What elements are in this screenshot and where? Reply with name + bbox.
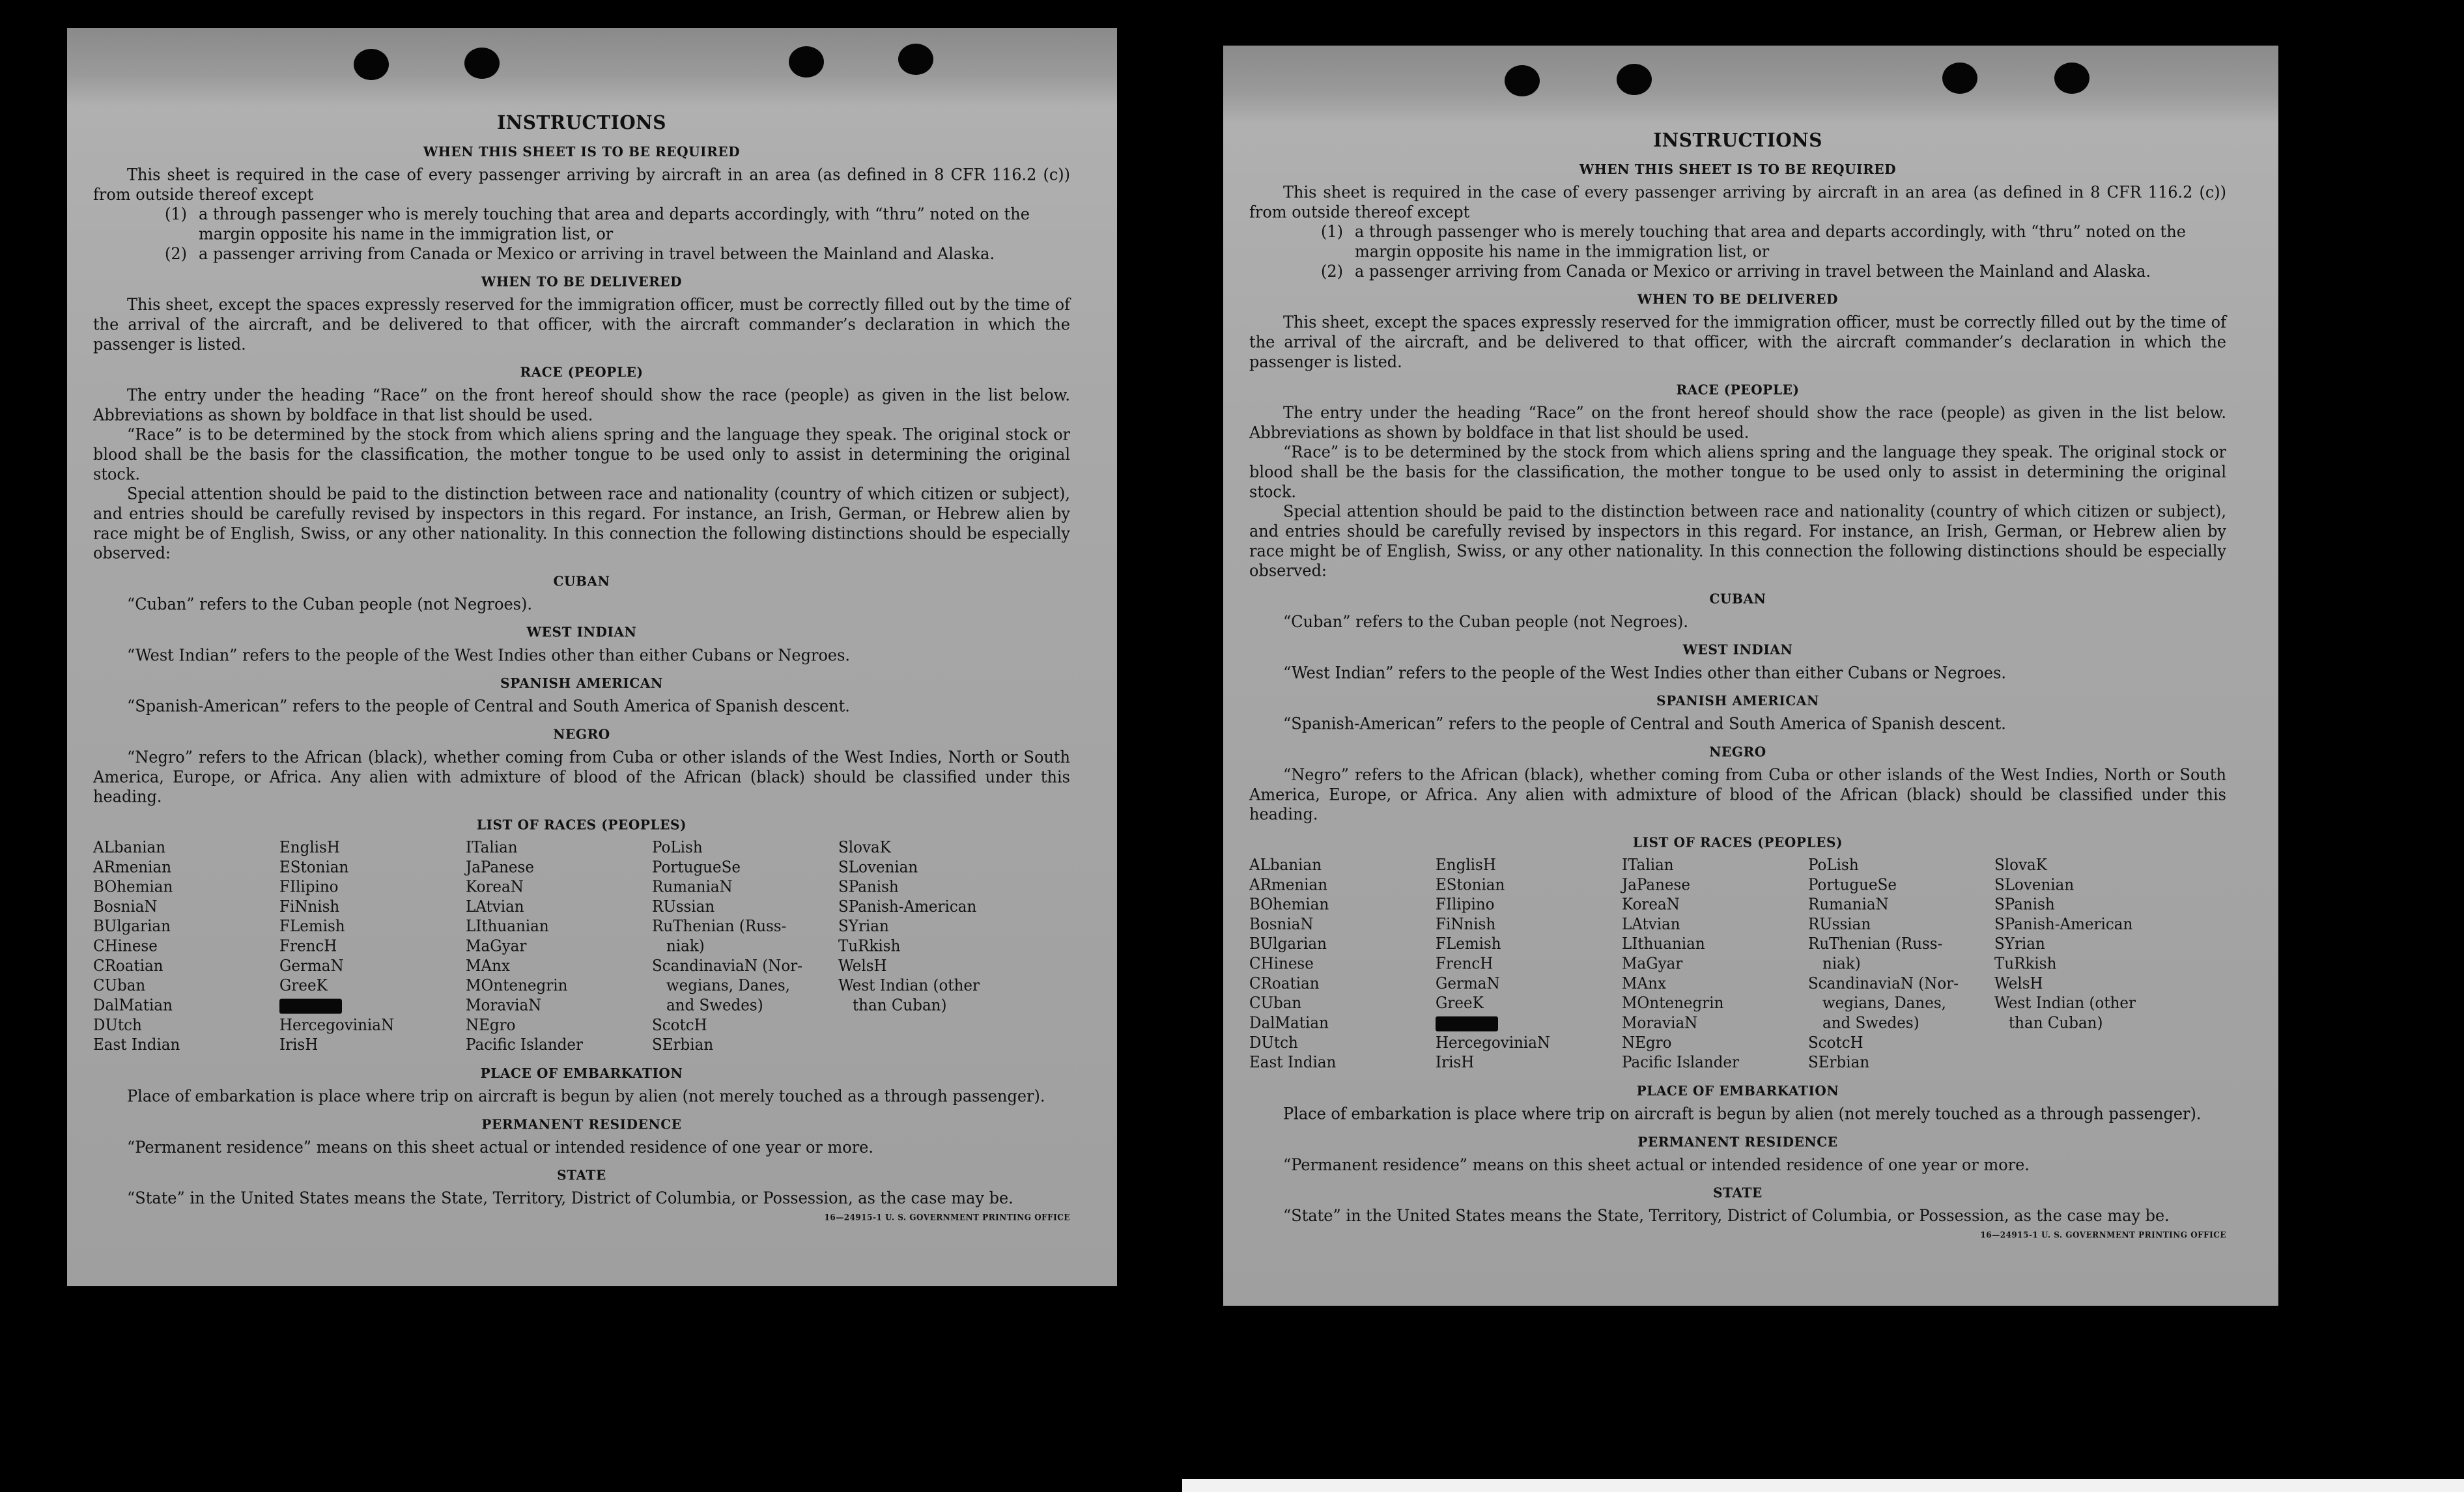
race-item: FIlipino bbox=[1436, 895, 1495, 914]
race-item: RuThenian (Russ- bbox=[1808, 935, 1943, 953]
race-item: KoreaN bbox=[1622, 895, 1680, 914]
race-item: West Indian (other bbox=[1994, 994, 2136, 1013]
race-item: SLovenian bbox=[838, 858, 918, 877]
race-item: MOntenegrin bbox=[1622, 994, 1724, 1013]
race-item: niak) bbox=[1808, 955, 1861, 973]
race-item: GreeK bbox=[1436, 994, 1484, 1013]
paragraph: This sheet, except the spaces expressly reserved for the immigration officer, must be correctly filled out by the time of the arrival of the aircraft, and be delivered to that officer, with the aircraft commander’s declaration in which the passenger is listed. bbox=[93, 295, 1070, 354]
race-item: FLemish bbox=[1436, 935, 1501, 953]
race-item: ScandinaviaN (Nor- bbox=[652, 957, 802, 976]
page-title: INSTRUCTIONS bbox=[497, 111, 666, 134]
race-item: ALbanian bbox=[1249, 856, 1322, 875]
instruction-sheet-right bbox=[1223, 46, 2278, 1306]
race-item: SYrian bbox=[1994, 935, 2045, 953]
section-heading: WHEN TO BE DELIVERED bbox=[481, 273, 683, 290]
race-item: SPanish bbox=[1994, 895, 2055, 914]
list-number: (2) bbox=[165, 244, 187, 264]
race-item: CRoatian bbox=[1249, 974, 1320, 993]
race-column bbox=[652, 838, 838, 1055]
race-item: MoraviaN bbox=[1622, 1014, 1698, 1032]
race-item: RumaniaN bbox=[1808, 895, 1889, 914]
section-heading: SPANISH AMERICAN bbox=[1656, 692, 1819, 709]
paragraph: “Permanent residence” means on this sheet actual or intended residence of one year or more. bbox=[1283, 1155, 2030, 1175]
redacted-mark bbox=[1436, 1014, 1622, 1034]
race-item: SPanish-American bbox=[1994, 916, 2133, 934]
race-item: GermaN bbox=[1436, 974, 1500, 993]
race-item: NEgro bbox=[466, 1016, 516, 1035]
redacted-mark bbox=[279, 996, 466, 1016]
race-item: WelsH bbox=[838, 957, 887, 976]
race-item: SlovaK bbox=[1994, 856, 2047, 875]
paragraph: This sheet is required in the case of every passenger arriving by aircraft in an area (as defined in 8 CFR 116.2 (c)) from outside thereof except bbox=[1249, 182, 2226, 222]
race-column bbox=[1994, 856, 2181, 1073]
race-item: CUban bbox=[93, 977, 146, 995]
race-item: GreeK bbox=[279, 977, 328, 995]
race-item: LAtvian bbox=[466, 898, 524, 916]
race-column bbox=[279, 838, 466, 1055]
race-item: CHinese bbox=[1249, 955, 1314, 973]
race-item: PortugueSe bbox=[1808, 876, 1897, 894]
section-heading: NEGRO bbox=[1709, 743, 1766, 760]
race-item: CRoatian bbox=[93, 957, 163, 976]
race-item: MaGyar bbox=[466, 937, 527, 955]
race-item: DUtch bbox=[93, 1016, 142, 1035]
race-item: JaPanese bbox=[1622, 876, 1690, 894]
race-list bbox=[1249, 856, 2226, 1073]
paragraph: “State” in the United States means the State, Territory, District of Columbia, or Possession, as the case may be. bbox=[1283, 1206, 2170, 1226]
race-item: SYrian bbox=[838, 918, 889, 936]
race-item: ARmenian bbox=[93, 858, 172, 877]
race-item: MOntenegrin bbox=[466, 977, 568, 995]
race-item: ScotcH bbox=[652, 1016, 707, 1035]
paragraph: “Spanish-American” refers to the people of Central and South America of Spanish descent. bbox=[127, 696, 850, 716]
section-heading: WEST INDIAN bbox=[1682, 641, 1793, 658]
bottom-edge-strip bbox=[1182, 1479, 2464, 1492]
race-item: East Indian bbox=[93, 1036, 180, 1054]
race-item: SErbian bbox=[652, 1036, 714, 1054]
race-item: RumaniaN bbox=[652, 878, 733, 896]
section-heading: STATE bbox=[1713, 1184, 1763, 1201]
punch-hole bbox=[898, 44, 933, 75]
race-item: WelsH bbox=[1994, 974, 2043, 993]
paragraph: “West Indian” refers to the people of the West Indies other than either Cubans or Negroes. bbox=[127, 645, 851, 665]
punch-hole bbox=[1505, 65, 1540, 96]
printer-imprint: 16—24915-1 U. S. GOVERNMENT PRINTING OFFICE bbox=[1980, 1230, 2226, 1240]
race-item: BUlgarian bbox=[93, 918, 171, 936]
race-column bbox=[93, 838, 279, 1055]
section-heading: WHEN THIS SHEET IS TO BE REQUIRED bbox=[423, 143, 741, 160]
punch-hole bbox=[1942, 63, 1977, 94]
race-item: LAtvian bbox=[1622, 916, 1680, 934]
race-item: than Cuban) bbox=[1994, 1014, 2103, 1032]
list-text: a passenger arriving from Canada or Mexico or arriving in travel between the Mainland and Alaska. bbox=[199, 244, 995, 264]
punch-hole bbox=[2054, 63, 2089, 94]
race-item: wegians, Danes, bbox=[652, 977, 790, 995]
race-item: and Swedes) bbox=[652, 996, 763, 1015]
race-item: MaGyar bbox=[1622, 955, 1683, 973]
paragraph: “Race” is to be determined by the stock from which aliens spring and the language they speak. The original stock or blood shall be the basis for the classification, the mother tongue to be used only to assist in determining the original stock. bbox=[1249, 442, 2226, 501]
section-heading: PLACE OF EMBARKATION bbox=[1636, 1082, 1839, 1099]
list-text: a through passenger who is merely touching that area and departs accordingly, with “thru” noted on the margin opposite his name in the immigration list, or bbox=[199, 204, 1030, 244]
list-item bbox=[1321, 222, 2226, 262]
sheet-top-edge bbox=[1223, 46, 2278, 124]
race-item: PoLish bbox=[652, 839, 703, 857]
race-item: HercegoviniaN bbox=[279, 1016, 395, 1035]
race-item: RUssian bbox=[652, 898, 715, 916]
race-item: NEgro bbox=[1622, 1034, 1672, 1052]
race-item: CHinese bbox=[93, 937, 158, 955]
section-heading: WEST INDIAN bbox=[526, 623, 637, 640]
race-item: FiNnish bbox=[1436, 916, 1496, 934]
race-item: TuRkish bbox=[838, 937, 901, 955]
race-item: DUtch bbox=[1249, 1034, 1298, 1052]
printer-imprint: 16—24915-1 U. S. GOVERNMENT PRINTING OFFICE bbox=[824, 1212, 1070, 1222]
section-heading: PLACE OF EMBARKATION bbox=[480, 1065, 683, 1082]
race-item: PortugueSe bbox=[652, 858, 741, 877]
race-item: SPanish bbox=[838, 878, 899, 896]
list-item bbox=[1321, 262, 2226, 281]
section-heading: RACE (PEOPLE) bbox=[1676, 381, 1800, 398]
list-item bbox=[165, 204, 1070, 244]
race-item: niak) bbox=[652, 937, 705, 955]
list-number: (1) bbox=[165, 204, 187, 224]
race-item: FrencH bbox=[279, 937, 337, 955]
race-item: RUssian bbox=[1808, 916, 1871, 934]
race-item: and Swedes) bbox=[1808, 1014, 1919, 1032]
paragraph: “Negro” refers to the African (black), whether coming from Cuba or other islands of the West Indies, North or South America, Europe, or Africa. Any alien with admixture of blood of the African (black) should be classified under this heading. bbox=[93, 748, 1070, 806]
race-item: FiNnish bbox=[279, 898, 340, 916]
section-heading: NEGRO bbox=[553, 725, 610, 742]
race-item: BOhemian bbox=[1249, 895, 1329, 914]
punch-hole bbox=[789, 46, 824, 77]
race-item: FIlipino bbox=[279, 878, 339, 896]
section-heading: PERMANENT RESIDENCE bbox=[481, 1116, 682, 1133]
race-item: MAnx bbox=[466, 957, 510, 976]
paragraph: “State” in the United States means the State, Territory, District of Columbia, or Possession, as the case may be. bbox=[127, 1189, 1013, 1208]
race-column bbox=[1249, 856, 1436, 1073]
paragraph: Place of embarkation is place where trip on aircraft is begun by alien (not merely touched as a through passenger). bbox=[127, 1086, 1045, 1106]
instruction-sheet-left bbox=[67, 28, 1117, 1286]
race-item: EnglisH bbox=[1436, 856, 1496, 875]
sheet-top-edge bbox=[67, 28, 1117, 106]
paragraph: This sheet, except the spaces expressly reserved for the immigration officer, must be correctly filled out by the time of the arrival of the aircraft, and be delivered to that officer, with the aircraft commander’s declaration in which the passenger is listed. bbox=[1249, 313, 2226, 372]
section-heading: LIST OF RACES (PEOPLES) bbox=[476, 816, 687, 833]
race-item: EnglisH bbox=[279, 839, 340, 857]
section-heading: WHEN TO BE DELIVERED bbox=[1637, 290, 1839, 307]
race-item: DalMatian bbox=[93, 996, 173, 1015]
section-heading: CUBAN bbox=[1709, 590, 1766, 607]
list-text: a passenger arriving from Canada or Mexico or arriving in travel between the Mainland and Alaska. bbox=[1355, 261, 2151, 281]
race-item: BosniaN bbox=[93, 898, 158, 916]
race-item: Pacific Islander bbox=[466, 1036, 584, 1054]
punch-hole bbox=[1617, 64, 1652, 95]
race-item: ITalian bbox=[466, 839, 518, 857]
race-item: HercegoviniaN bbox=[1436, 1034, 1551, 1052]
race-item: CUban bbox=[1249, 994, 1302, 1013]
race-item: West Indian (other bbox=[838, 977, 980, 995]
list-number: (1) bbox=[1321, 222, 1343, 242]
paragraph: “Race” is to be determined by the stock from which aliens spring and the language they speak. The original stock or blood shall be the basis for the classification, the mother tongue to be used only to assist in determining the original stock. bbox=[93, 425, 1070, 484]
paragraph: “Negro” refers to the African (black), whether coming from Cuba or other islands of the West Indies, North or South America, Europe, or Africa. Any alien with admixture of blood of the African (black) should be classified under this heading. bbox=[1249, 765, 2226, 824]
race-item: MAnx bbox=[1622, 974, 1666, 993]
paragraph: “West Indian” refers to the people of the West Indies other than either Cubans or Negroes. bbox=[1283, 663, 2007, 683]
section-heading: RACE (PEOPLE) bbox=[520, 363, 644, 380]
paragraph: Special attention should be paid to the distinction between race and nationality (country of which citizen or subject), and entries should be carefully revised by inspectors in this regard. For instance, an Irish, German, or Hebrew alien by race might be of English, Swiss, or any other nationality. In this connection the following distinctions should be especially observed: bbox=[93, 484, 1070, 563]
race-item: KoreaN bbox=[466, 878, 524, 896]
list-number: (2) bbox=[1321, 261, 1343, 281]
paragraph: Special attention should be paid to the distinction between race and nationality (country of which citizen or subject), and entries should be carefully revised by inspectors in this regard. For instance, an Irish, German, or Hebrew alien by race might be of English, Swiss, or any other nationality. In this connection the following distinctions should be especially observed: bbox=[1249, 501, 2226, 580]
race-item: ALbanian bbox=[93, 839, 166, 857]
race-item: ARmenian bbox=[1249, 876, 1328, 894]
section-heading: STATE bbox=[557, 1166, 606, 1183]
race-item: EStonian bbox=[279, 858, 349, 877]
race-item: PoLish bbox=[1808, 856, 1859, 875]
race-item: SPanish-American bbox=[838, 898, 977, 916]
race-item: ITalian bbox=[1622, 856, 1674, 875]
race-item: Pacific Islander bbox=[1622, 1054, 1740, 1072]
section-heading: CUBAN bbox=[553, 572, 610, 589]
list-item bbox=[165, 244, 1070, 264]
race-item: SlovaK bbox=[838, 839, 891, 857]
race-item: ScandinaviaN (Nor- bbox=[1808, 974, 1959, 993]
race-item: EStonian bbox=[1436, 876, 1505, 894]
race-item: IrisH bbox=[1436, 1054, 1475, 1072]
paragraph: This sheet is required in the case of every passenger arriving by aircraft in an area (as defined in 8 CFR 116.2 (c)) from outside thereof except bbox=[93, 165, 1070, 204]
paragraph: The entry under the heading “Race” on the front hereof should show the race (people) as given in the list below. Abbreviations as shown by boldface in that list should be used. bbox=[93, 386, 1070, 425]
race-item: TuRkish bbox=[1994, 955, 2057, 973]
race-item: FLemish bbox=[279, 918, 345, 936]
paragraph: “Spanish-American” refers to the people of Central and South America of Spanish descent. bbox=[1283, 714, 2006, 733]
race-item: LIthuanian bbox=[1622, 935, 1705, 953]
race-item: MoraviaN bbox=[466, 996, 542, 1015]
race-item: FrencH bbox=[1436, 955, 1494, 973]
race-list bbox=[93, 838, 1070, 1055]
paragraph: “Permanent residence” means on this sheet actual or intended residence of one year or more. bbox=[127, 1137, 873, 1157]
race-item: than Cuban) bbox=[838, 996, 947, 1015]
section-heading: SPANISH AMERICAN bbox=[500, 675, 663, 692]
race-item: JaPanese bbox=[466, 858, 534, 877]
race-item: RuThenian (Russ- bbox=[652, 918, 787, 936]
section-heading: PERMANENT RESIDENCE bbox=[1637, 1133, 1838, 1150]
race-column bbox=[1622, 856, 1808, 1073]
race-item: BOhemian bbox=[93, 878, 173, 896]
race-item: wegians, Danes, bbox=[1808, 994, 1946, 1013]
race-item: BUlgarian bbox=[1249, 935, 1327, 953]
race-item: East Indian bbox=[1249, 1054, 1337, 1072]
race-item: IrisH bbox=[279, 1036, 319, 1054]
section-heading: WHEN THIS SHEET IS TO BE REQUIRED bbox=[1579, 161, 1897, 178]
punch-hole bbox=[354, 49, 389, 80]
race-item: DalMatian bbox=[1249, 1014, 1329, 1032]
paragraph: Place of embarkation is place where trip on aircraft is begun by alien (not merely touched as a through passenger). bbox=[1283, 1104, 2202, 1123]
paragraph: The entry under the heading “Race” on the front hereof should show the race (people) as given in the list below. Abbreviations as shown by boldface in that list should be used. bbox=[1249, 403, 2226, 442]
race-column bbox=[838, 838, 1025, 1055]
race-item: GermaN bbox=[279, 957, 344, 976]
paragraph: “Cuban” refers to the Cuban people (not Negroes). bbox=[127, 594, 532, 614]
race-column bbox=[1808, 856, 1994, 1073]
race-item: SLovenian bbox=[1994, 876, 2075, 894]
race-column bbox=[1436, 856, 1622, 1073]
section-heading: LIST OF RACES (PEOPLES) bbox=[1632, 834, 1843, 851]
list-text: a through passenger who is merely touching that area and departs accordingly, with “thru” noted on the margin opposite his name in the immigration list, or bbox=[1355, 222, 2186, 261]
race-column bbox=[466, 838, 652, 1055]
page-title: INSTRUCTIONS bbox=[1653, 129, 1822, 152]
race-item: SErbian bbox=[1808, 1054, 1870, 1072]
paragraph: “Cuban” refers to the Cuban people (not Negroes). bbox=[1283, 612, 1688, 632]
race-item: ScotcH bbox=[1808, 1034, 1863, 1052]
race-item: LIthuanian bbox=[466, 918, 549, 936]
punch-hole bbox=[464, 48, 500, 79]
race-item: BosniaN bbox=[1249, 916, 1314, 934]
